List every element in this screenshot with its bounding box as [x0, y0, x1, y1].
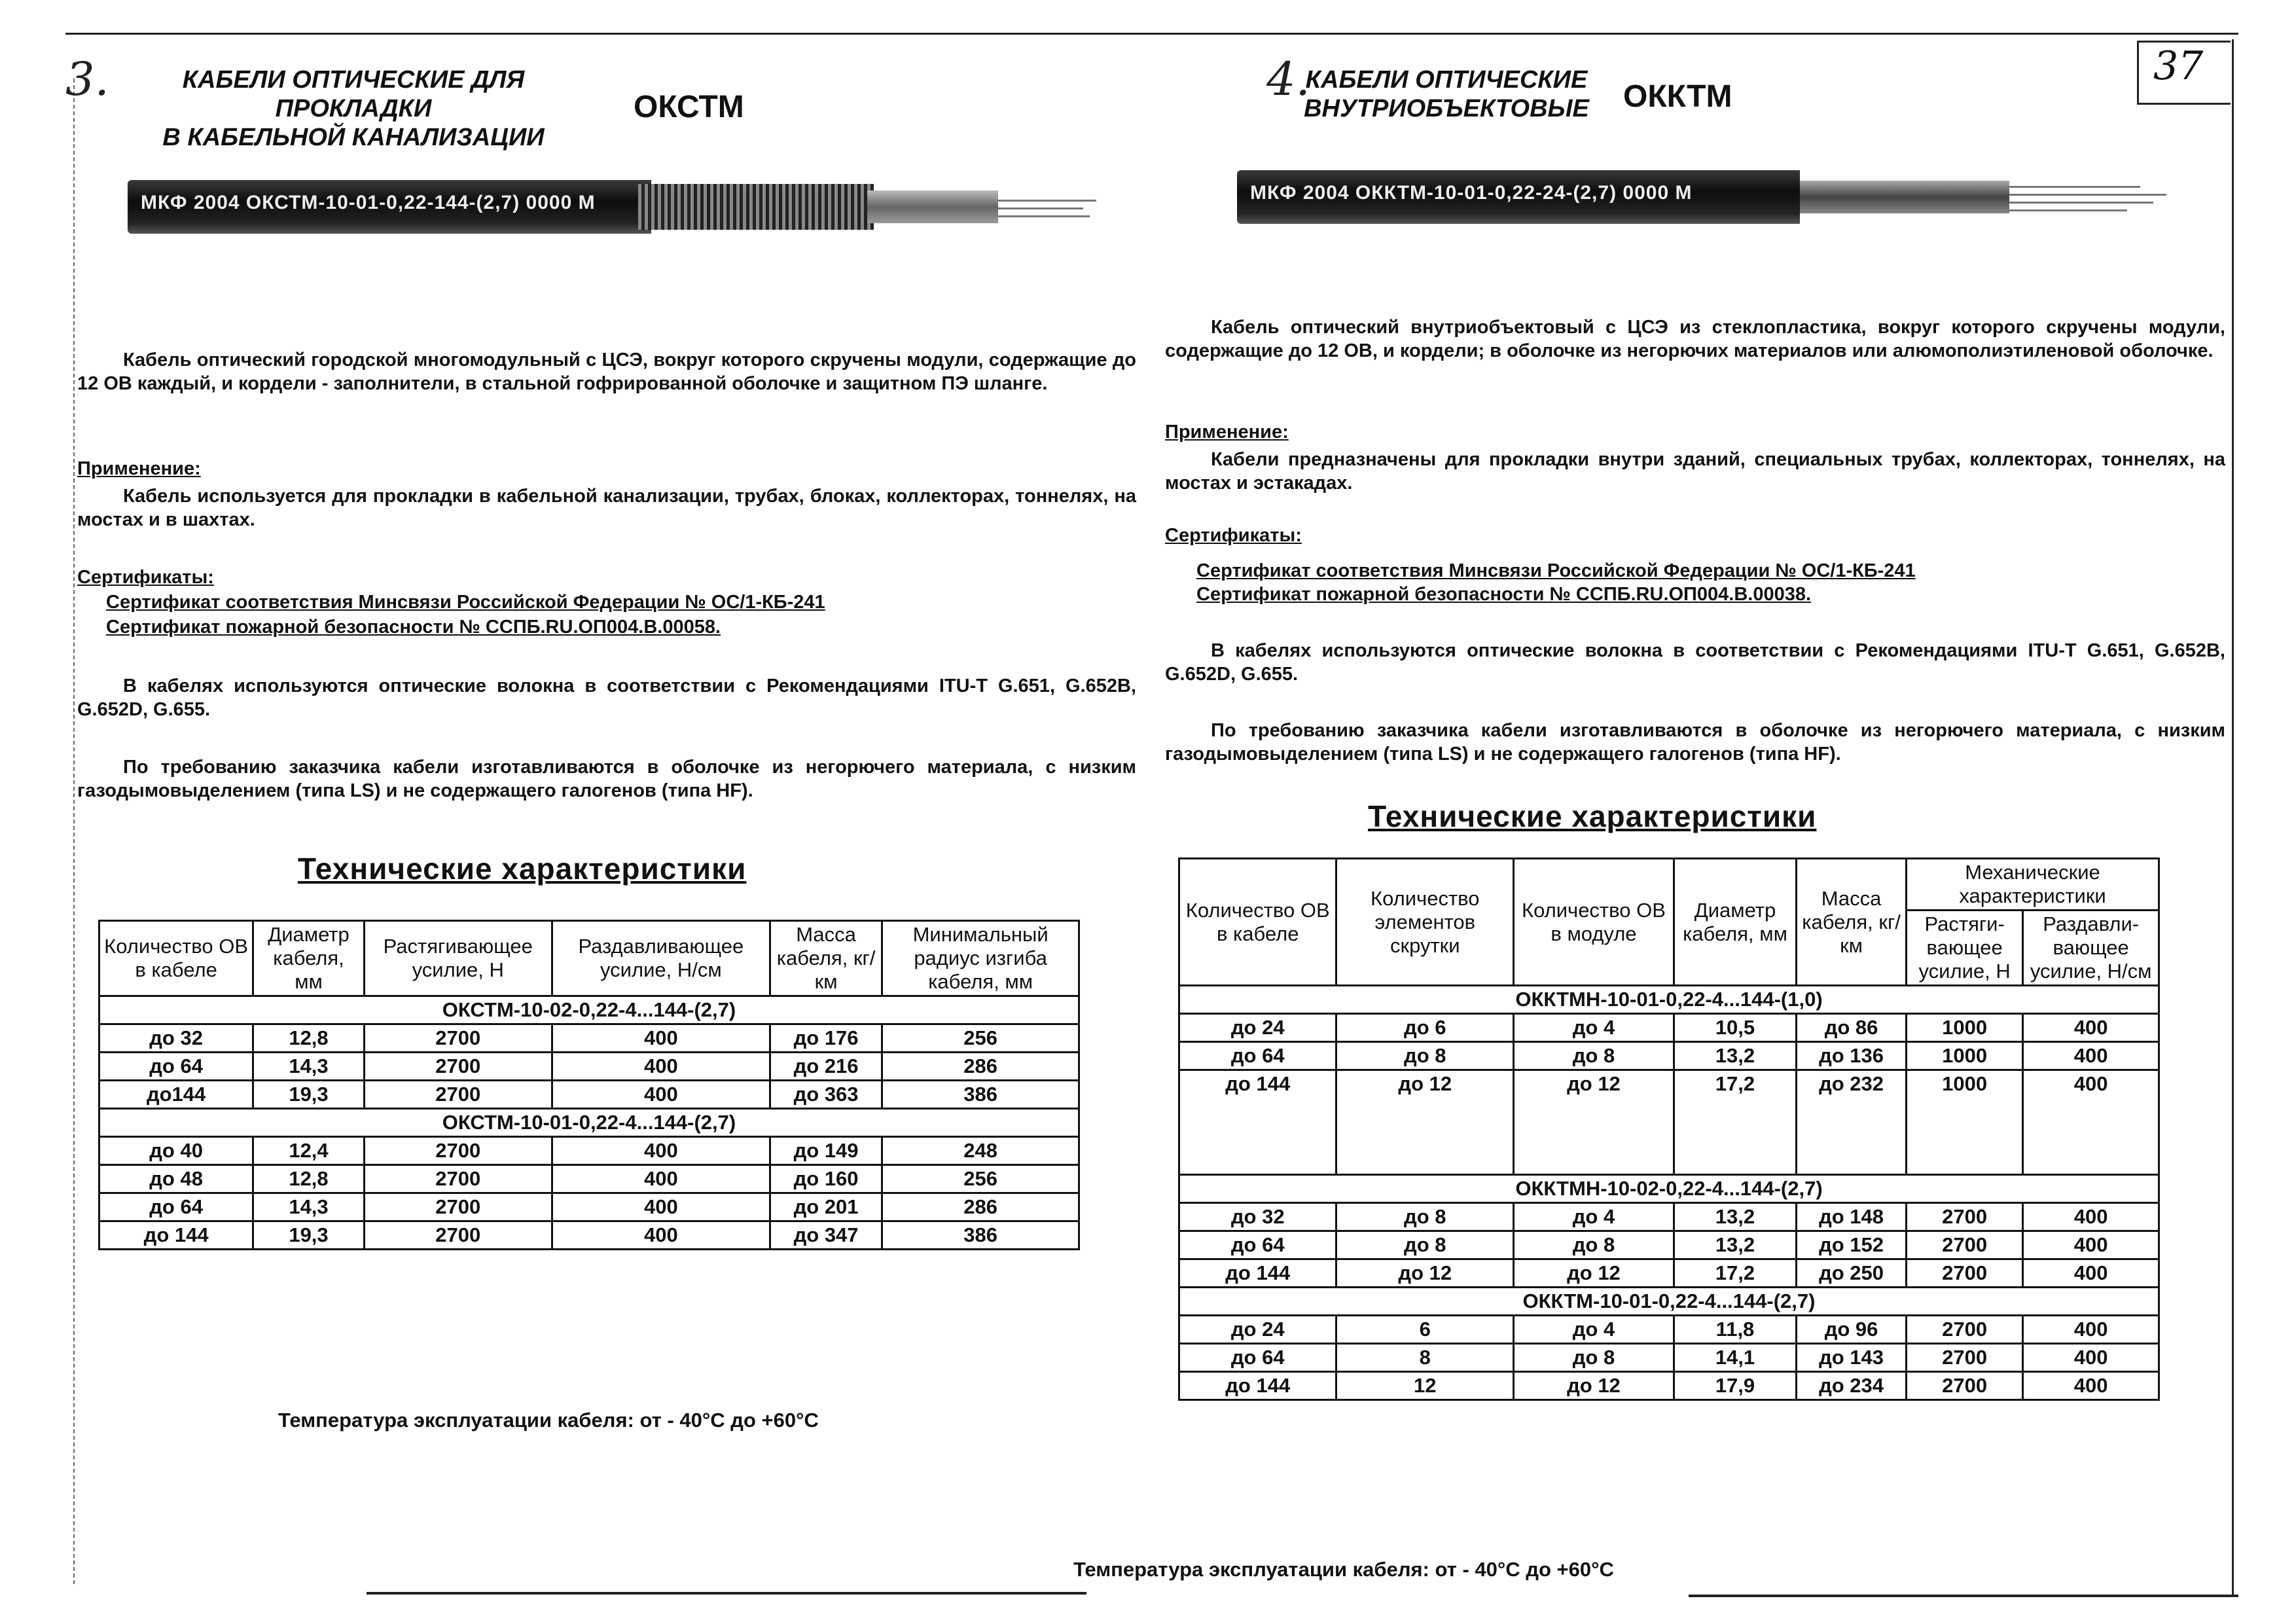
cell: 256: [882, 1024, 1079, 1053]
bottom-rule-right: [1689, 1595, 2238, 1597]
table-header-row: [99, 921, 1079, 996]
group-name: ОККТМН-10-01-0,22-4...144-(1,0): [1179, 986, 2159, 1014]
certificates-heading-right: Сертификаты:: [1165, 525, 1302, 546]
spec-table-left: [98, 920, 1080, 1250]
cable-image-right: [1237, 164, 2166, 229]
cell: 386: [882, 1081, 1079, 1109]
cable-core: [867, 190, 998, 223]
cell: до 4: [1514, 1014, 1674, 1042]
col-header: Количество ОВ в кабеле: [99, 921, 253, 996]
cell: до 64: [1179, 1231, 1336, 1259]
table-row: [1179, 1070, 2159, 1175]
cell: 400: [2023, 1344, 2159, 1372]
table-row: [99, 1193, 1079, 1221]
section-title-left-line2: В КАБЕЛЬНОЙ КАНАЛИЗАЦИИ: [162, 124, 545, 151]
cell: до 8: [1514, 1042, 1674, 1070]
table-row: [1179, 1014, 2159, 1042]
col-header: Минимальный радиус изгиба кабеля, мм: [882, 921, 1079, 996]
certificates-heading-left: Сертификаты:: [77, 567, 214, 588]
col-header: Количество элементов скрутки: [1336, 859, 1514, 986]
table-row: [1179, 1231, 2159, 1259]
cell: 400: [2023, 1316, 2159, 1344]
cell: до 32: [99, 1024, 253, 1053]
table-row: [1179, 1316, 2159, 1344]
application-heading-left: Применение:: [77, 458, 201, 479]
cell: до 32: [1179, 1203, 1336, 1231]
cell: до144: [99, 1081, 253, 1109]
cell: до 24: [1179, 1014, 1336, 1042]
table-row: [99, 1024, 1079, 1053]
cell: 2700: [364, 1081, 552, 1109]
table-row: [1179, 1203, 2159, 1231]
cell: 2700: [1906, 1344, 2022, 1372]
group-name: ОКСТМ-10-01-0,22-4...144-(2,7): [99, 1109, 1079, 1137]
cell: 248: [882, 1137, 1079, 1165]
fibers-text-left: В кабелях используются оптические волокна в соответствии с Рекомендациями ITU-T G.651, G.652B, G.652D, G.655.: [77, 676, 1136, 720]
cell: до 86: [1797, 1014, 1907, 1042]
application-heading-right: Применение:: [1165, 422, 1289, 442]
cell: до 64: [1179, 1042, 1336, 1070]
cable-fiber: [2009, 209, 2127, 211]
cell: до 176: [770, 1024, 882, 1053]
cell: 17,2: [1674, 1070, 1796, 1175]
table-row: [99, 1165, 1079, 1193]
cell: до 149: [770, 1137, 882, 1165]
cell: до 144: [1179, 1070, 1336, 1175]
cell: до 40: [99, 1137, 253, 1165]
col-header: Раздавли-вающее усилие, Н/см: [2023, 911, 2159, 986]
table-row: [1179, 1259, 2159, 1288]
cell: до 4: [1514, 1316, 1674, 1344]
cell: 400: [2023, 1231, 2159, 1259]
cell: 2700: [1906, 1372, 2022, 1400]
fibers-text-right: В кабелях используются оптические волокна в соответствии с Рекомендациями ITU-T G.651, G.652B, G.652D, G.655.: [1165, 640, 2225, 685]
cell: 400: [2023, 1014, 2159, 1042]
cell: 400: [552, 1024, 770, 1053]
cell: до 12: [1336, 1259, 1514, 1288]
cable-fiber: [998, 215, 1090, 217]
section-number-left: 3.: [65, 52, 109, 106]
bottom-rule: [367, 1592, 1086, 1595]
cell: 400: [552, 1221, 770, 1250]
cable-image-left: [128, 173, 1096, 239]
certificate-2-left: Сертификат пожарной безопасности № ССПБ.RU.ОП004.В.00058.: [106, 617, 721, 638]
cell: 13,2: [1674, 1231, 1796, 1259]
table-row: [1179, 1042, 2159, 1070]
cable-fiber: [998, 200, 1096, 202]
col-header: Масса кабеля, кг/км: [770, 921, 882, 996]
cell: 400: [2023, 1372, 2159, 1400]
custom-order-text-right: По требованию заказчика кабели изготавливаются в оболочке из негорючего материала, с низким газодымовыделением (типа LS) и не содержащего галогенов (типа HF).: [1165, 720, 2225, 765]
certificate-2-right: Сертификат пожарной безопасности № ССПБ.RU.ОП004.В.00038.: [1196, 584, 1812, 605]
cell: 17,2: [1674, 1259, 1796, 1288]
cell: 386: [882, 1221, 1079, 1250]
cell: до 152: [1797, 1231, 1907, 1259]
cell: до 12: [1514, 1070, 1674, 1175]
cell: 2700: [364, 1024, 552, 1053]
cell: 400: [552, 1081, 770, 1109]
application-text-right: Кабели предназначены для прокладки внутри зданий, специальных трубах, коллекторах, тоннелях, на мостах и эстакадах.: [1165, 449, 2225, 494]
cell: 19,3: [253, 1081, 365, 1109]
tech-title-left: Технические характеристики: [298, 852, 747, 886]
cell: 13,2: [1674, 1203, 1796, 1231]
cell: до 12: [1336, 1070, 1514, 1175]
description-right: Кабель оптический внутриобъектовый с ЦСЭ из стеклопластика, вокруг которого скручены модули, содержащие до 12 ОВ, и кордели; в оболочке из негорючих материалов или алюмополиэтиленовой оболочке.: [1165, 317, 2225, 361]
cell: 2700: [364, 1193, 552, 1221]
cable-modules: [1800, 181, 2009, 213]
cell: до 8: [1514, 1231, 1674, 1259]
cell: до 232: [1797, 1070, 1907, 1175]
cell: 2700: [1906, 1316, 2022, 1344]
custom-order-text-left: По требованию заказчика кабели изготавливаются в оболочке из негорючего материала, с низким газодымовыделением (типа LS) и не содержащего галогенов (типа HF).: [77, 757, 1136, 801]
table-row: [99, 1137, 1079, 1165]
cell: 12: [1336, 1372, 1514, 1400]
cell: 12,8: [253, 1024, 365, 1053]
cell: до 160: [770, 1165, 882, 1193]
cell: до 6: [1336, 1014, 1514, 1042]
certificate-1-right: Сертификат соответствия Минсвязи Российской Федерации № ОС/1-КБ-241: [1196, 560, 1916, 581]
section-title-right-line2: ВНУТРИОБЪЕКТОВЫЕ: [1304, 95, 1589, 122]
cell: 8: [1336, 1344, 1514, 1372]
cell: 400: [552, 1193, 770, 1221]
cell: до 4: [1514, 1203, 1674, 1231]
cable-marking-right: МКФ 2004 ОККТМ-10-01-0,22-24-(2,7) 0000 М: [1250, 182, 1693, 204]
cell: 400: [2023, 1203, 2159, 1231]
table-group-row: [99, 1109, 1079, 1137]
table-row: [99, 1221, 1079, 1250]
col-header: Масса кабеля, кг/км: [1797, 859, 1907, 986]
col-header: Количество ОВ в модуле: [1514, 859, 1674, 986]
cell: до 250: [1797, 1259, 1907, 1288]
section-title-left: [111, 65, 596, 152]
table-row: [99, 1053, 1079, 1081]
cell: 10,5: [1674, 1014, 1796, 1042]
left-margin-rule: [73, 79, 75, 1584]
tech-title-right: Технические характеристики: [1368, 799, 1817, 833]
col-header: Диаметр кабеля, мм: [1674, 859, 1796, 986]
application-text-left: Кабель используется для прокладки в кабельной канализации, трубах, блоках, коллекторах, тоннелях, на мостах и в шахтах.: [77, 486, 1136, 530]
cell: до 136: [1797, 1042, 1907, 1070]
cell: 14,3: [253, 1053, 365, 1081]
cell: 400: [552, 1165, 770, 1193]
col-header: Диаметр кабеля, мм: [253, 921, 365, 996]
cell: до 347: [770, 1221, 882, 1250]
cell: 19,3: [253, 1221, 365, 1250]
temperature-right: Температура эксплуатации кабеля: от - 40°С до +60°С: [1073, 1558, 1614, 1581]
cell: 1000: [1906, 1014, 2022, 1042]
cable-marking-left: МКФ 2004 ОКСТМ-10-01-0,22-144-(2,7) 0000 М: [141, 192, 596, 213]
cell: 256: [882, 1165, 1079, 1193]
temperature-left: Температура эксплуатации кабеля: от - 40°С до +60°С: [278, 1409, 819, 1432]
product-code-left: ОКСТМ: [634, 90, 744, 124]
table-group-row: [99, 996, 1079, 1024]
cell: до 8: [1336, 1203, 1514, 1231]
cell: до 64: [99, 1053, 253, 1081]
cell: 1000: [1906, 1070, 2022, 1175]
col-header: Раздавливающее усилие, Н/см: [552, 921, 770, 996]
cell: до 234: [1797, 1372, 1907, 1400]
cable-fiber: [2009, 194, 2166, 196]
cable-fiber: [2009, 202, 2153, 204]
cell: до 24: [1179, 1316, 1336, 1344]
certificate-1-left: Сертификат соответствия Минсвязи Российской Федерации № ОС/1-КБ-241: [106, 592, 825, 613]
cell: 12,8: [253, 1165, 365, 1193]
cable-corrugated-armor: [638, 184, 874, 230]
cell: до 48: [99, 1165, 253, 1193]
cell: 400: [552, 1137, 770, 1165]
section-title-right: [1302, 65, 1590, 123]
cell: 400: [552, 1053, 770, 1081]
cell: до 216: [770, 1053, 882, 1081]
cell: 2700: [1906, 1231, 2022, 1259]
group-name: ОККТМ-10-01-0,22-4...144-(2,7): [1179, 1288, 2159, 1316]
cell: до 96: [1797, 1316, 1907, 1344]
cell: до 64: [99, 1193, 253, 1221]
page-number: 37: [2153, 43, 2204, 89]
cell: 1000: [1906, 1042, 2022, 1070]
table-group-row: [1179, 1288, 2159, 1316]
cell: 2700: [364, 1165, 552, 1193]
cell: до 8: [1336, 1231, 1514, 1259]
table-header-row: [1179, 859, 2159, 911]
cell: до 363: [770, 1081, 882, 1109]
cell: 2700: [1906, 1203, 2022, 1231]
cell: до 12: [1514, 1372, 1674, 1400]
col-header-group: Механические характеристики: [1906, 859, 2159, 911]
section-number-right: 4.: [1266, 52, 1310, 106]
cell: 286: [882, 1193, 1079, 1221]
col-header: Растяги-вающее усилие, Н: [1906, 911, 2022, 986]
cell: до 148: [1797, 1203, 1907, 1231]
cable-fiber: [998, 208, 1083, 209]
section-title-left-line1: КАБЕЛИ ОПТИЧЕСКИЕ ДЛЯ ПРОКЛАДКИ: [182, 66, 525, 122]
cable-fiber: [2009, 186, 2140, 188]
cell: до 144: [1179, 1259, 1336, 1288]
cell: 400: [2023, 1042, 2159, 1070]
cell: 400: [2023, 1259, 2159, 1288]
description-left: Кабель оптический городской многомодульный с ЦСЭ, вокруг которого скручены модули, содержащие до 12 ОВ каждый, и кордели - заполнители, в стальной гофрированной оболочке и защитном ПЭ шланге.: [77, 350, 1136, 394]
table-row: [99, 1081, 1079, 1109]
cell: 17,9: [1674, 1372, 1796, 1400]
product-code-right: ОККТМ: [1623, 79, 1732, 114]
cell: 13,2: [1674, 1042, 1796, 1070]
cell: 2700: [1906, 1259, 2022, 1288]
cell: 6: [1336, 1316, 1514, 1344]
table-group-row: [1179, 1175, 2159, 1203]
col-header: Количество ОВ в кабеле: [1179, 859, 1336, 986]
cell: до 8: [1336, 1042, 1514, 1070]
cell: 14,1: [1674, 1344, 1796, 1372]
group-name: ОККТМН-10-02-0,22-4...144-(2,7): [1179, 1175, 2159, 1203]
col-header: Растягивающее усилие, Н: [364, 921, 552, 996]
cell: 2700: [364, 1221, 552, 1250]
cell: 14,3: [253, 1193, 365, 1221]
top-rule: [65, 33, 2238, 35]
section-title-right-line1: КАБЕЛИ ОПТИЧЕСКИЕ: [1305, 66, 1588, 94]
cell: до 143: [1797, 1344, 1907, 1372]
cell: до 8: [1514, 1344, 1674, 1372]
cell: 2700: [364, 1137, 552, 1165]
spec-table-right: [1178, 857, 2160, 1401]
cell: 2700: [364, 1053, 552, 1081]
table-row: [1179, 1344, 2159, 1372]
cell: до 12: [1514, 1259, 1674, 1288]
table-row: [1179, 1372, 2159, 1400]
group-name: ОКСТМ-10-02-0,22-4...144-(2,7): [99, 996, 1079, 1024]
cell: 11,8: [1674, 1316, 1796, 1344]
cell: до 144: [99, 1221, 253, 1250]
right-margin-rule: [2232, 39, 2234, 1597]
cell: до 144: [1179, 1372, 1336, 1400]
cell: 12,4: [253, 1137, 365, 1165]
cell: до 64: [1179, 1344, 1336, 1372]
cell: 400: [2023, 1070, 2159, 1175]
cell: до 201: [770, 1193, 882, 1221]
cell: 286: [882, 1053, 1079, 1081]
table-group-row: [1179, 986, 2159, 1014]
